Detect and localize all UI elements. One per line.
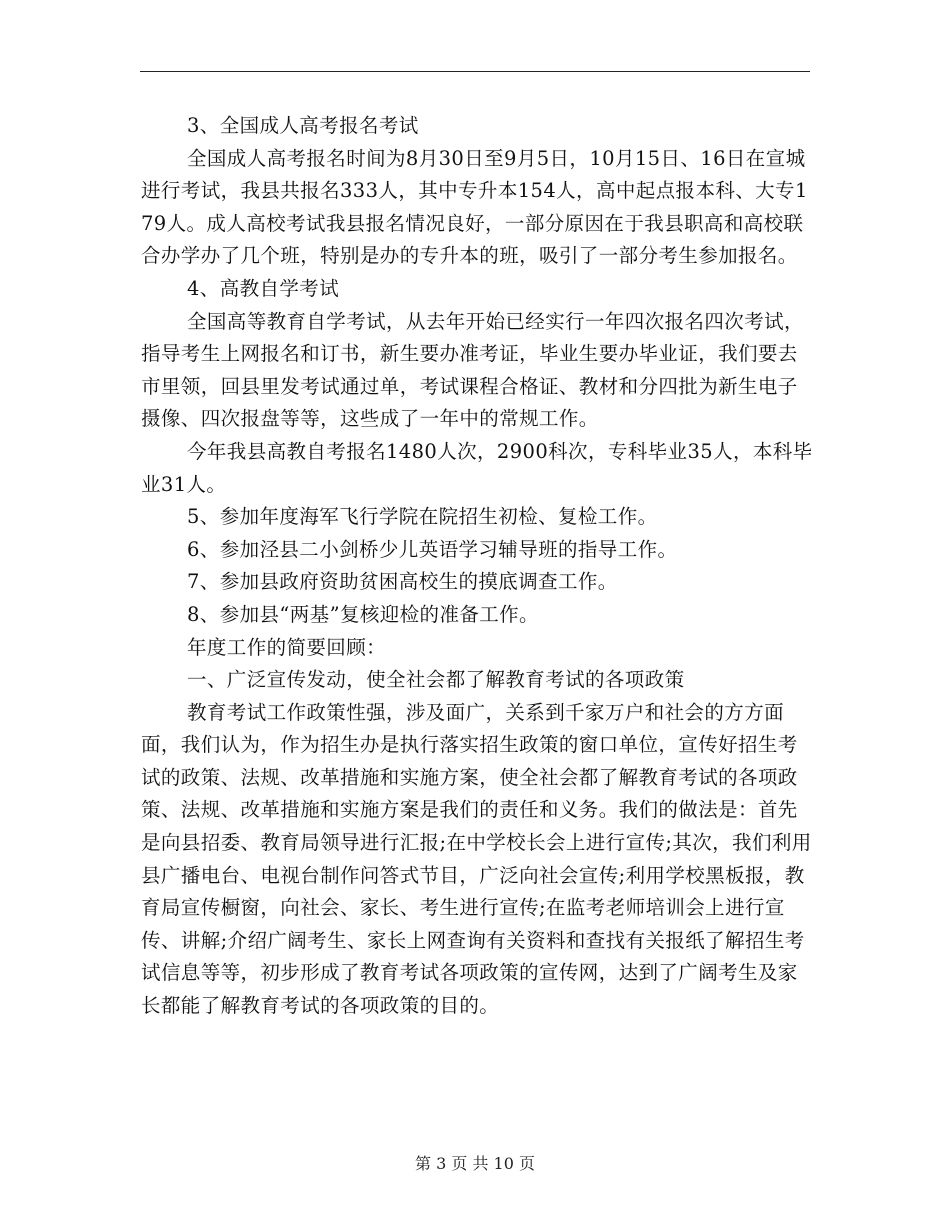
paragraph-publicity: 教育考试工作政策性强，涉及面广，关系到千家万户和社会的方方面面，我们认为，作为招生办是执行落实招生政策的窗口单位，宣传好招生考试的政策、法规、改革措施和实施方案，使全社会都了解教育考试的各项政策、法规、改革措施和实施方案是我们的责任和义务。我们的做法是：首先是向县招委、教育局领导进行汇报;在中学校长会上进行宣传;其次，我们利用县广播电台、电视台制作问答式节目，广泛向社会宣传;利用学校黑板报，教育局宣传橱窗，向社会、家长、考生进行宣传;在监考老师培训会上进行宣传、讲解;介绍广阔考生、家长上网查询有关资料和查找有关报纸了解招生考试信息等等，初步形成了教育考试各项政策的宣传网，达到了广阔考生及家长都能了解教育考试的各项政策的目的。 — [141, 700, 812, 1018]
paragraph-self-study-stats: 今年我县高教自考报名1480人次，2900科次，专科毕业35人，本科毕业31人。 — [141, 439, 813, 496]
section-heading-adult-exam: 3、全国成人高考报名考试 — [187, 114, 419, 137]
list-item-5: 5、参加年度海军飞行学院在院招生初检、复检工作。 — [187, 505, 658, 529]
annual-review-heading: 年度工作的简要回顾： — [187, 635, 387, 659]
list-item-6: 6、参加泾县二小剑桥少儿英语学习辅导班的指导工作。 — [187, 537, 678, 561]
list-item-7: 7、参加县政府资助贫困高校生的摸底调查工作。 — [187, 570, 618, 594]
section-heading-publicity: 一、广泛宣传发动，使全社会都了解教育考试的各项政策 — [187, 668, 685, 692]
section-heading-self-study-exam: 4、高教自学考试 — [187, 276, 340, 300]
page-footer: 第 3 页 共 10 页 — [415, 1154, 535, 1173]
document-body — [141, 110, 813, 1023]
list-item-8: 8、参加县“两基”复核迎检的准备工作。 — [187, 602, 539, 626]
header-rule — [140, 71, 810, 72]
paragraph-self-study-exam: 全国高等教育自学考试，从去年开始已经实行一年四次报名四次考试，指导考生上网报名和订书，新生要办准考证，毕业生要办毕业证，我们要去市里领，回县里发考试通过单，考试课程合格证、教材和分四批为新生电子摄像、四次报盘等等，这些成了一年中的常规工作。 — [141, 309, 804, 431]
paragraph-adult-exam: 全国成人高考报名时间为8月30日至9月5日，10月15日、16日在宣城进行考试，我县共报名333人，其中专升本154人，高中起点报本科、大专179人。成人高校考试我县报名情况良好，一部分原因在于我县职高和高校联合办学办了几个班，特别是办的专升本的班，吸引了一部分考生参加报名。 — [141, 146, 808, 268]
